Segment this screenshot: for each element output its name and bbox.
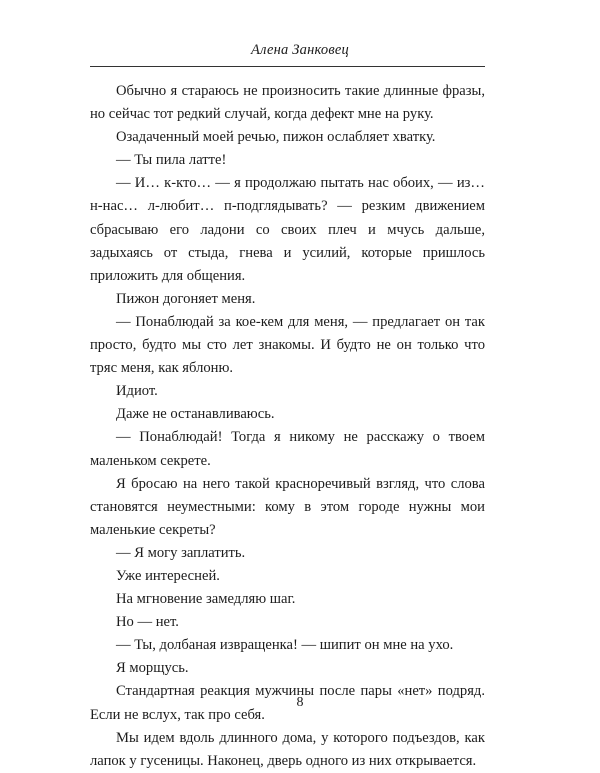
page-body [90,80,485,773]
paragraph: Я бросаю на него такой красноречивый взгляд, что слова становятся неуместными: кому в этом городе нужны мои маленькие секреты? [90,475,485,538]
paragraph: Пижон догоняет меня. [116,290,256,307]
header-rule [90,66,485,67]
paragraph: Уже интересней. [116,567,220,584]
paragraph: — И… к-кто… — я продолжаю пытать нас обоих, — из… н-нас… л-любит… п-подглядывать? — резким движением сбрасываю его ладони со своих плеч и мчусь дальше, задыхаясь от стыда, гнева и усилий, которые пришлось приложить для общения. [90,175,485,284]
paragraph: Обычно я стараюсь не произносить такие длинные фразы, но сейчас тот редкий случай, когда дефект мне на руку. [90,83,485,123]
paragraph: — Понаблюдай! Тогда я никому не расскажу о твоем маленьком секрете. [90,429,485,469]
paragraph: Но — нет. [116,614,179,631]
paragraph: Мы идем вдоль длинного дома, у которого подъездов, как лапок у гусеницы. Наконец, дверь одного из них открывается. [90,729,485,769]
paragraph: — Я могу заплатить. [116,544,246,561]
paragraph: — Понаблюдай за кое-кем для меня, — предлагает он так просто, будто мы сто лет знакомы. И будто не он только что тряс меня, как яблоню. [90,313,485,377]
paragraph: Даже не останавливаюсь. [116,406,275,423]
paragraph: Озадаченный моей речью, пижон ослабляет хватку. [116,129,436,146]
running-header-author: Алена Занковец [251,42,349,58]
page-number: 8 [296,695,304,710]
paragraph: Стандартная реакция мужчины после пары «нет» подряд. Если не вслух, так про себя. [90,683,485,723]
paragraph: Идиот. [116,383,158,400]
paragraph: — Ты, долбаная извращенка! — шипит он мне на ухо. [116,637,454,654]
paragraph: Я морщусь. [116,660,189,677]
paragraph: На мгновение замедляю шаг. [116,591,296,608]
paragraph: — Ты пила латте! [116,152,227,169]
